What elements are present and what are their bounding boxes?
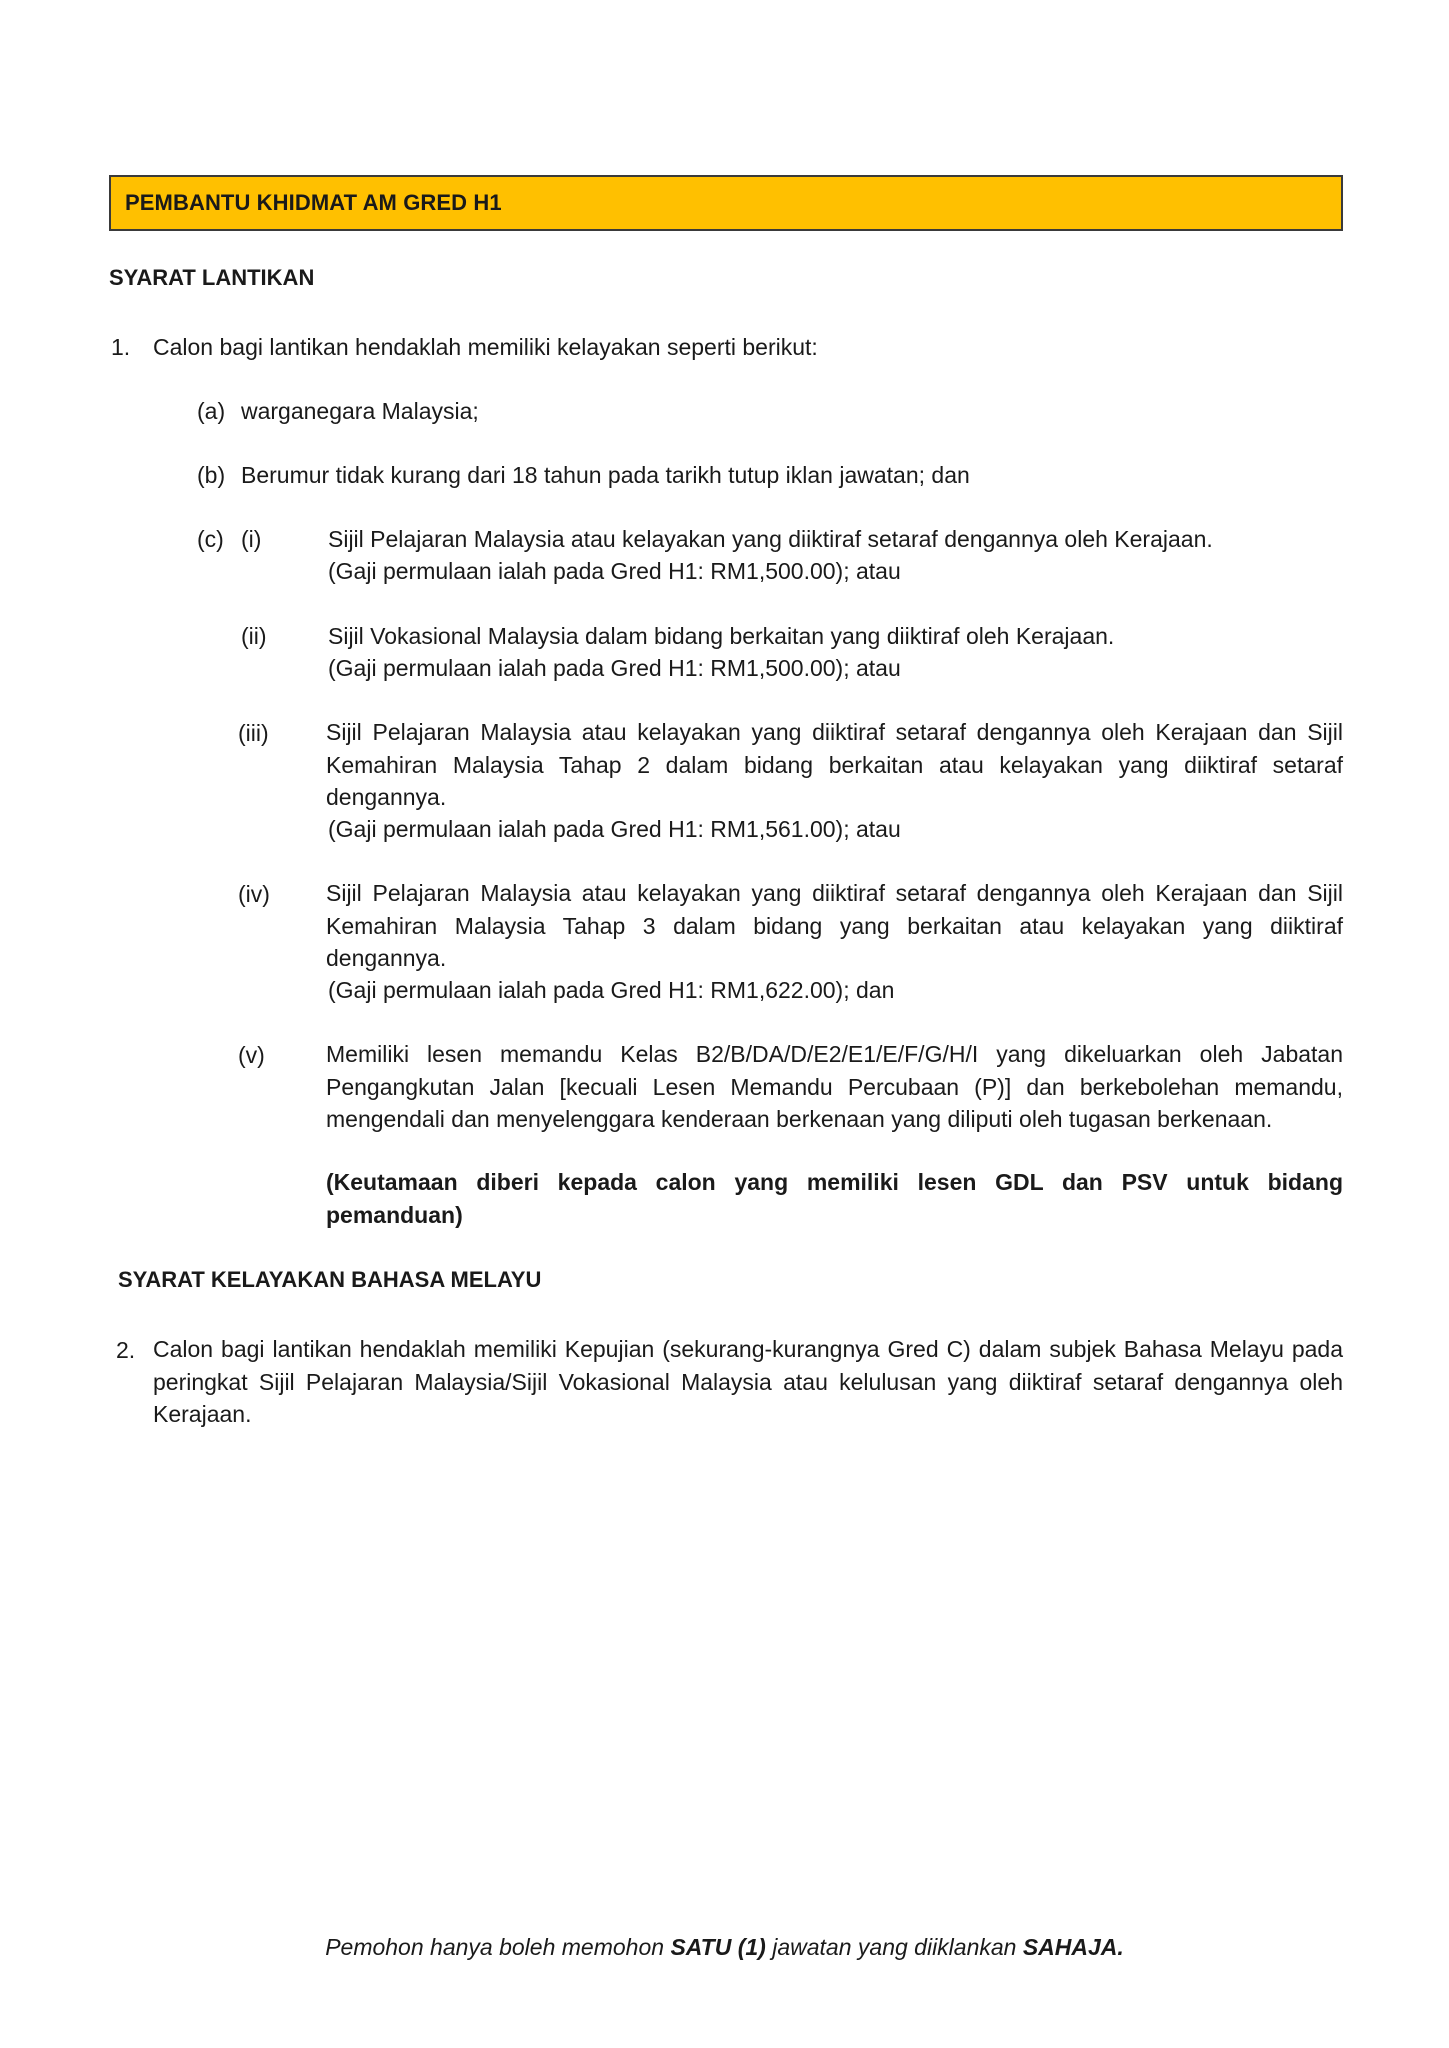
item-a-text: warganegara Malaysia;: [241, 398, 479, 424]
item-c-ii-text: Sijil Vokasional Malaysia dalam bidang berkaitan yang diiktiraf oleh Kerajaan.: [328, 623, 1115, 649]
item-c-iv-label: (iv): [238, 881, 270, 907]
item-c-label: (c): [197, 526, 224, 552]
item-c-iii-salary: (Gaji permulaan ialah pada Gred H1: RM1,561.00); atau: [328, 816, 901, 842]
section2-text: Calon bagi lantikan hendaklah memiliki Kepujian (sekurang-kurangnya Gred C) dalam subjek Bahasa Melayu pada peringkat Sijil Pelajaran Malaysia/Sijil Vokasional Malaysia atau kelulusan yang diiktiraf setaraf dengannya oleh Kerajaan.: [153, 1336, 1343, 1427]
footer-note: [0, 1934, 1449, 1961]
item-c-ii-label: (ii): [241, 623, 267, 649]
position-title-box: [109, 175, 1343, 231]
item-c-iv-salary: (Gaji permulaan ialah pada Gred H1: RM1,622.00); dan: [328, 977, 895, 1003]
item-c-i-salary: (Gaji permulaan ialah pada Gred H1: RM1,500.00); atau: [328, 558, 901, 584]
section-heading-bahasa-melayu: SYARAT KELAYAKAN BAHASA MELAYU: [118, 1267, 542, 1292]
footer-bold-1: SATU (1): [670, 1934, 766, 1960]
section2-number: 2.: [116, 1337, 136, 1363]
footer-text-1: Pemohon hanya boleh memohon: [325, 1934, 671, 1960]
footer-bold-2: SAHAJA.: [1022, 1934, 1124, 1960]
item-b-text: Berumur tidak kurang dari 18 tahun pada tarikh tutup iklan jawatan; dan: [241, 462, 970, 488]
section1-intro: Calon bagi lantikan hendaklah memiliki kelayakan seperti berikut:: [153, 334, 818, 360]
item-c-v-priority-note: (Keutamaan diberi kepada calon yang memiliki lesen GDL dan PSV untuk bidang pemanduan): [326, 1169, 1343, 1228]
item-c-v-text: Memiliki lesen memandu Kelas B2/B/DA/D/E2/E1/E/F/G/H/I yang dikeluarkan oleh Jabatan Pengangkutan Jalan [kecuali Lesen Memandu Percubaan (P)] dan berkebolehan memandu, mengendali dan menyelenggara kenderaan berkenaan yang diliputi oleh tugasan berkenaan.: [326, 1041, 1343, 1132]
item-c-iii-text: Sijil Pelajaran Malaysia atau kelayakan yang diiktiraf setaraf dengannya oleh Kerajaan dan Sijil Kemahiran Malaysia Tahap 2 dalam bidang berkaitan atau kelayakan yang diiktiraf setaraf dengannya.: [326, 719, 1343, 810]
item-a-label: (a): [197, 398, 226, 424]
item-b-label: (b): [197, 462, 226, 488]
item-c-i-label: (i): [241, 526, 262, 552]
item-c-iv-text: Sijil Pelajaran Malaysia atau kelayakan yang diiktiraf setaraf dengannya oleh Kerajaan dan Sijil Kemahiran Malaysia Tahap 3 dalam bidang yang berkaitan atau kelayakan yang diiktiraf dengannya.: [326, 880, 1343, 971]
position-title: PEMBANTU KHIDMAT AM GRED H1: [125, 190, 502, 215]
item-c-i-text: Sijil Pelajaran Malaysia atau kelayakan yang diiktiraf setaraf dengannya oleh Kerajaan.: [328, 526, 1213, 552]
item-c-ii-salary: (Gaji permulaan ialah pada Gred H1: RM1,500.00); atau: [328, 655, 901, 681]
section-heading-syarat-lantikan: SYARAT LANTIKAN: [109, 265, 315, 290]
footer-text-2: jawatan yang diiklankan: [765, 1934, 1023, 1960]
item-c-v-label: (v): [238, 1042, 265, 1068]
section1-number: 1.: [111, 334, 131, 360]
item-c-iii-label: (iii): [238, 720, 269, 746]
